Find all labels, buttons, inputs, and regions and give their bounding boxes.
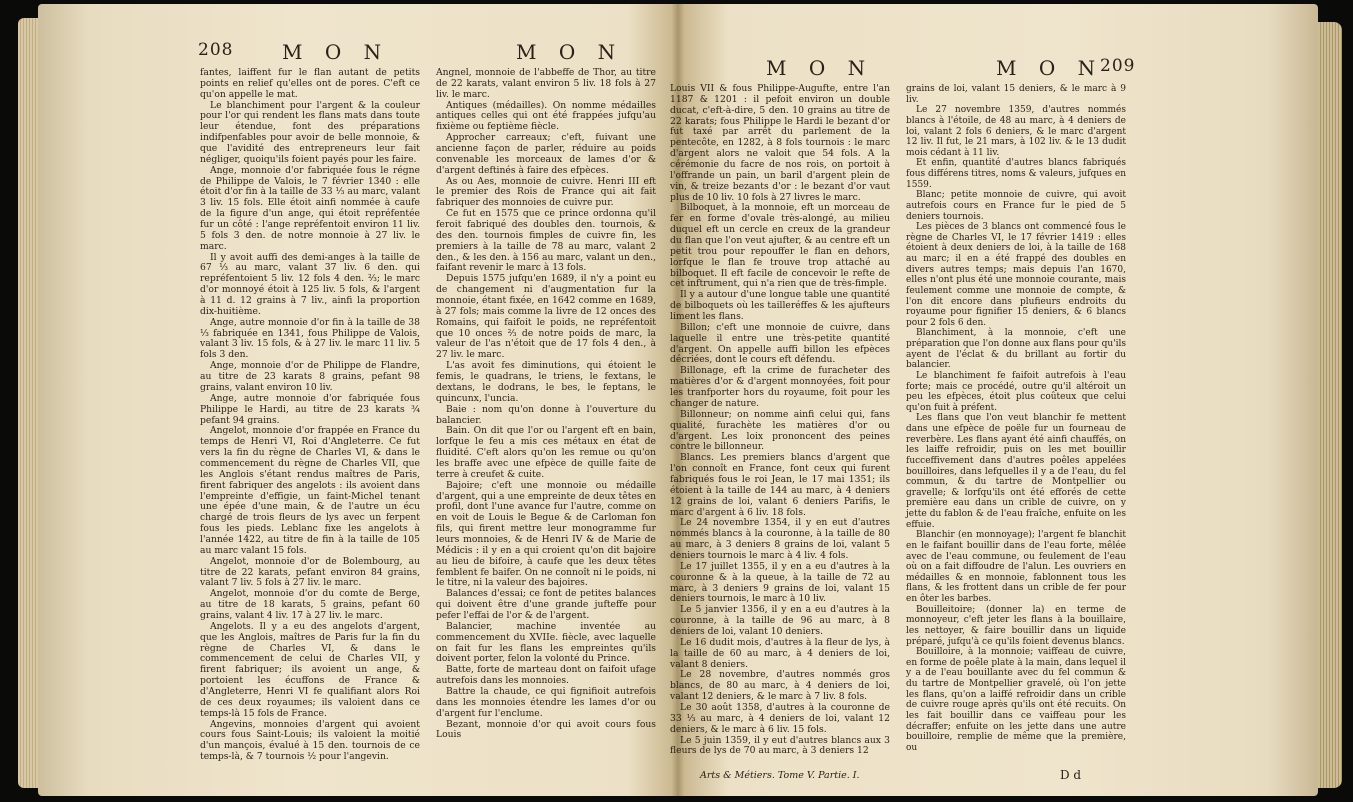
paragraph: fantes, laiffent fur le flan autant de petits points en relief qu'elles ont de pores. C'eft ce qu'on appelle le mat.	[200, 67, 420, 100]
right-page-header	[670, 0, 1136, 80]
paragraph: Blancs. Les premiers blancs d'argent que l'on connoît en France, font ceux qui furent fabriqués fous le roi Jean, le 17 mai 1351; ils étoient à la taille de 144 au marc, à 4 deniers 12 grains de loi, valant 6 deniers Parifis, le marc d'argent à 6 liv. 18 fols.	[670, 452, 890, 518]
paragraph: Angevins, monnoies d'argent qui avoient cours fous Saint-Louis; ils valoient la moitié d'un mançois, évalué à 15 den. tournois de ce temps-là, & 7 tournois ½ pour l'angevin.	[200, 718, 420, 763]
right-page	[670, 0, 1136, 790]
text-column	[670, 84, 890, 757]
signature-mark: D d	[1060, 768, 1082, 782]
paragraph: Angnel, monnoie de l'abbeffe de Thor, au titre de 22 karats, valant environ 5 liv. 18 fols à 27 liv. le marc.	[436, 67, 656, 100]
left-page-header	[198, 0, 660, 64]
paragraph: Bain. On dit que l'or ou l'argent eft en bain, lorfque le feu a mis ces métaux en état de fluidité. C'eft alors qu'on les remue ou qu'on les braffe avec une efpèce de quille faite de terre à creufet & cuite.	[436, 425, 656, 480]
paragraph: Il y a autour d'une longue table une quantité de bilboquets où les tailleréffes & les ajufteurs liment les flans.	[670, 289, 890, 323]
paragraph: Et enfin, quantité d'autres blancs fabriqués fous différens titres, noms & valeurs, jufques en 1559.	[906, 158, 1126, 190]
text-column	[200, 68, 420, 763]
paragraph: Depuis 1575 jufqu'en 1689, il n'y a point eu de changement ni d'augmentation fur la monnoie, étant fixée, en 1642 comme en 1689, à 27 fols; mais comme la livre de 12 onces des Romains, qui faifoit le poids, ne repréfentoit que 10 onces ⅔ de notre poids de marc, la valeur de l'as n'étoit que de 17 fols 4 den., à 27 liv. le marc.	[436, 273, 656, 361]
paragraph: Angelot, monnoie d'or de Bolembourg, au titre de 22 karats, pefant environ 84 grains, valant 7 liv. 5 fols à 27 liv. le marc.	[200, 555, 420, 589]
paragraph: Les pièces de 3 blancs ont commencé fous le règne de Charles VI, le 17 février 1419 : elles étoient à deux deniers de loi, à la taille de 168 au marc; il en a été frappé des doubles en divers autres temps; mais depuis l'an 1670, elles n'ont plus été une monnoie courante, mais feulement comme une monnoie de compte, & l'on dit encore dans plufieurs endroits du royaume pour fignifier 15 deniers, & 6 blancs pour 2 fols 6 den.	[906, 222, 1126, 328]
paragraph: Antiques (médailles). On nomme médailles antiques celles qui ont été frappées jufqu'au fixième ou feptième fiècle.	[436, 99, 656, 133]
paragraph: Batte, forte de marteau dont on faifoit ufage autrefois dans les monnoies.	[436, 664, 656, 687]
paragraph: Le blanchiment fe faifoit autrefois à l'eau forte; mais ce procédé, outre qu'il altéroit un peu les efpèces, étoit plus coûteux que celui qu'on fuit à préfent.	[906, 370, 1126, 413]
paragraph: Angelot, monnoie d'or du comte de Berge, au titre de 18 karats, 5 grains, pefant 60 grains, valant 4 liv. 17 à 27 liv. le marc.	[200, 588, 420, 621]
paragraph: Bouilleitoire; (donner la) en terme de monnoyeur, c'eft jeter les flans à la bouillaire, les nettoyer, & faire bouillir dans un liquide préparé, jufqu'à ce qu'ils foient devenus blancs.	[906, 604, 1126, 647]
text-column	[906, 84, 1126, 753]
paragraph: Baie : nom qu'on donne à l'ouverture du balancier.	[436, 403, 656, 426]
paragraph: Battre la chaude, ce qui fignifioit autrefois dans les monnoies étendre les lames d'or ou d'argent fur l'enclume.	[436, 685, 656, 719]
paragraph: Bilboquet, à la monnoie, eft un morceau de fer en forme d'ovale très-alongé, au milieu duquel eft un cercle en creux de la grandeur du flan que l'on veut ajufter, & au centre eft un petit trou pour repouffer le flan en dehors, lorfque le flan fe trouve trop attaché au bilboquet. Il eft facile de concevoir le refte de cet inftrument, qui n'a rien que de très-fimple.	[670, 202, 890, 290]
paragraph: Ange, autre monnoie d'or fabriquée fous Philippe le Hardi, au titre de 23 karats ¾ pefant 94 grains.	[200, 392, 420, 426]
running-title: M O N	[996, 56, 1104, 80]
paragraph: grains de loi, valant 15 deniers, & le marc à 9 liv.	[906, 84, 1126, 105]
paragraph: Ange, autre monnoie d'or fin à la taille de 38 ⅓ fabriquée en 1341, fous Philippe de Valois, valant 3 liv. 15 fols, & à 27 liv. le marc 11 liv. 5 fols 3 den.	[200, 316, 420, 361]
running-title: M O N	[282, 40, 390, 64]
paragraph: Le 16 dudit mois, d'autres à la fleur de lys, à la taille de 60 au marc, à 4 deniers de loi, valant 8 deniers.	[670, 636, 890, 670]
paragraph: Balances d'essai; ce font de petites balances qui doivent être d'une grande jufteffe pour pefer l'effai de l'or & de l'argent.	[436, 588, 656, 621]
paragraph: Le 5 juin 1359, il y eut d'autres blancs aux 3 fleurs de lys de 70 au marc, à 3 deniers 12	[670, 734, 890, 757]
text-column	[436, 68, 656, 741]
paragraph: Angelots. Il y a eu des angelots d'argent, que les Anglois, maîtres de Paris fur la fin du règne de Charles VI, & dans le commencement de celui de Charles VII, y firent fabriquer; ils avoient un ange, & portoient les écuffons de France & d'Angleterre, Henri VI fe qualifiant alors Roi de ces deux royaumes; ils valoient dans ce temps-là 15 fols de France.	[200, 620, 420, 719]
paragraph: Le blanchiment pour l'argent & la couleur pour l'or qui rendent les flans mats dans toute leur étendue, font des préparations indifpenfables pour avoir de belle monnoie, & que l'avidité des entrepreneurs leur fait négliger, quoiqu'ils foient payés pour les faire.	[200, 99, 420, 165]
paragraph: Billon; c'eft une monnoie de cuivre, dans laquelle il entre une très-petite quantité d'argent. On appelle auffi billon les efpèces décriées, dont le cours eft défendu.	[670, 321, 890, 366]
paragraph: Ce fut en 1575 que ce prince ordonna qu'il feroit fabriqué des doubles den. tournois, & des den. tournois fimples de cuivre fin, les premiers à la taille de 78 au marc, valant 2 den., & les den. à 156 au marc, valant un den., faifant revenir le marc à 13 fols.	[436, 208, 656, 274]
paragraph: Louis VII & fous Philippe-Augufte, entre l'an 1187 & 1201 : il pefoit environ un double ducat, c'eft-à-dire, 5 den. 10 grains au titre de 22 karats; fous Philippe le Hardi le bezant d'or fut taxé par arrêt du parlement de la pentecôte, en 1282, à 8 fols tournois : le marc d'argent alors ne valoit que 54 fols. A la cérémonie du facre de nos rois, on portoit à l'offrande un pain, un baril d'argent plein de vin, & treize bezants d'or : le bezant d'or vaut plus de 10 liv. 10 fols à 27 livres le marc.	[670, 83, 890, 203]
paragraph: Ange, monnoie d'or fabriquée fous le régne de Philippe de Valois, le 7 février 1340 : elle étoit d'or fin à la taille de 33 ⅓ au marc, valant 3 liv. 15 fols. Elle étoit ainfi nommée à caufe de la figure d'un ange, qui étoit repréfentée fur un côté : l'ange repréfentoit environ 11 liv. 5 fols 3 den. de notre monnoie à 27 liv. le marc.	[200, 164, 420, 252]
paragraph: As ou Aes, monnoie de cuivre. Henri III eft le premier des Rois de France qui ait fait fabriquer des monnoies de cuivre pur.	[436, 175, 656, 209]
paragraph: Bezant, monnoie d'or qui avoit cours fous Louis	[436, 718, 656, 741]
paragraph: Billonage, eft la crime de furacheter des matières d'or & d'argent monnoyées, foit pour les tranfporter hors du royaume, foit pour les changer de nature.	[670, 365, 890, 409]
paragraph: Bajoire; c'eft une monnoie ou médaille d'argent, qui a une empreinte de deux têtes en profil, dont l'une avance fur l'autre, comme on en voit de Louis le Begue & de Carloman fon fils, qui firent mettre leur monogramme fur leurs monnoies, & de Henri IV & de Marie de Médicis : il y en a qui croient qu'on dit bajoire au lieu de bifoire, à caufe que les deux têtes femblent fe baifer. On ne connoît ni le poids, ni le titre, ni la valeur des bajoires.	[436, 479, 656, 589]
paragraph: L'as avoit fes diminutions, qui étoient le femis, le quadrans, le triens, le fextans, le dextans, le dodrans, le bes, le feptans, le quincunx, l'uncia.	[436, 360, 656, 404]
running-title: M O N	[766, 56, 874, 80]
paragraph: Blanchiment, à la monnoie, c'eft une préparation que l'on donne aux flans pour qu'ils ayent de l'éclat & du brillant au fortir du balancier.	[906, 328, 1126, 371]
paragraph: Ange, monnoie d'or de Philippe de Flandre, au titre de 23 karats 8 grains, pefant 98 grains, valant environ 10 liv.	[200, 360, 420, 393]
paragraph: Billonneur; on nomme ainfi celui qui, fans qualité, furachète les matières d'or ou d'argent. Les loix prononcent des peines contre le billonneur.	[670, 408, 890, 453]
footer-note: Arts & Métiers. Tome V. Partie. I.	[700, 770, 860, 781]
paragraph: Le 24 novembre 1354, il y en eut d'autres nommés blancs à la couronne, à la taille de 80 au marc, à 3 deniers 8 grains de loi, valant 5 deniers tournois le marc à 4 liv. 4 fols.	[670, 517, 890, 561]
page-number: 209	[1100, 56, 1136, 76]
paragraph: Le 5 janvier 1356, il y en a eu d'autres à la couronne, à la taille de 96 au marc, à 8 deniers de loi, valant 10 deniers.	[670, 604, 890, 637]
left-page	[200, 0, 660, 790]
paragraph: Balancier, machine inventée au commencement du XVIIe. fiècle, avec laquelle on fait fur les flans les empreintes qu'ils doivent porter, felon la volonté du Prince.	[436, 620, 656, 665]
paragraph: Blanchir (en monnoyage); l'argent fe blanchit en le faifant bouillir dans de l'eau forte, mêlée avec de l'eau commune, ou feulement de l'eau où on a fait diffoudre de l'alun. Les ouvriers en médailles & en monnoie, fablonnent tous les flans, & les frottent dans un crible de fer pour en ôter les barbes.	[906, 530, 1126, 604]
paragraph: Angelot, monnoie d'or frappée en France du temps de Henri VI, Roi d'Angleterre. Ce fut vers la fin du règne de Charles VI, & dans le commencement du règne de Charles VII, que les Anglois s'étant rendus maîtres de Paris, firent fabriquer des angelots : ils avoient dans l'empreinte d'effigie, un faint-Michel tenant une épée d'une main, & de l'autre un écu chargé de trois fleurs de lys avec un ferpent fous les pieds. Leblanc fixe les angelots à l'année 1422, au titre de fin à la taille de 105 au marc valant 15 fols.	[200, 425, 420, 556]
paragraph: Le 27 novembre 1359, d'autres nommés blancs à l'étoile, de 48 au marc, à 4 deniers de loi, valant 2 fols 6 deniers, & le marc d'argent 12 liv. Il fut, le 21 mars, à 102 liv. & le 13 dudit mois cédant à 11 liv.	[906, 105, 1126, 158]
paragraph: Il y avoit auffi des demi-anges à la taille de 67 ⅓ au marc, valant 37 liv. 6 den. qui repréfentoient 5 liv. 12 fols 4 den. ⅔; le marc d'or monnoyé étoit à 125 liv. 5 fols, & l'argent à 11 d. 12 grains à 7 liv., ainfi la proportion dix-huitième.	[200, 251, 420, 317]
paragraph: Approcher carreaux; c'eft, fuivant une ancienne façon de parler, réduire au poids convenable les morceaux de lames d'or & d'argent deftinés à faire des efpèces.	[436, 132, 656, 176]
paragraph: Blanc; petite monnoie de cuivre, qui avoit autrefois cours en France fur le pied de 5 deniers tournois.	[906, 190, 1126, 222]
paragraph: Le 17 juillet 1355, il y en a eu d'autres à la couronne & à la queue, à la taille de 72 au marc, à 3 deniers 9 grains de loi, valant 15 deniers tournois, le marc à 10 liv.	[670, 560, 890, 605]
page-number: 208	[198, 40, 234, 60]
paragraph: Bouilloire, à la monnoie; vaiffeau de cuivre, en forme de poêle plate à la main, dans lequel il y a de l'eau bouillante avec du fel commun & du tartre de Montpellier gravelé, où l'on jette les flans, qu'on a laiffé refroidir dans un crible de cuivre rouge après qu'ils ont été recuits. On les fait bouillir dans ce vaiffeau pour les décraffer; enfuite on les jette dans une autre bouilloire, remplie de même que la première, ou	[906, 647, 1126, 753]
running-title: M O N	[516, 40, 624, 64]
paragraph: Le 28 novembre, d'autres nommés gros blancs, de 80 au marc, à 4 deniers de loi, valant 12 deniers, & le marc à 7 liv. 8 fols.	[670, 669, 890, 703]
paragraph: Le 30 août 1358, d'autres à la couronne de 33 ⅓ au marc, à 4 deniers de loi, valant 12 deniers, & le marc à 6 liv. 15 fols.	[670, 701, 890, 735]
paragraph: Les flans que l'on veut blanchir fe mettent dans une efpèce de poële fur un fourneau de reverbère. Les flans ayant été ainfi chauffés, on les laiffe refroidir, puis on les met bouillir fucceffivement dans d'autres poêles appelées bouilloires, dans lefquelles il y a de l'eau, du fel commun, & du tartre de Montpellier ou gravelle; & lorfqu'ils ont été efforés de cette première eau dans un crible de cuivre, on y jette du fablon & de l'eau fraîche, enfuite on les effuie.	[906, 413, 1126, 530]
